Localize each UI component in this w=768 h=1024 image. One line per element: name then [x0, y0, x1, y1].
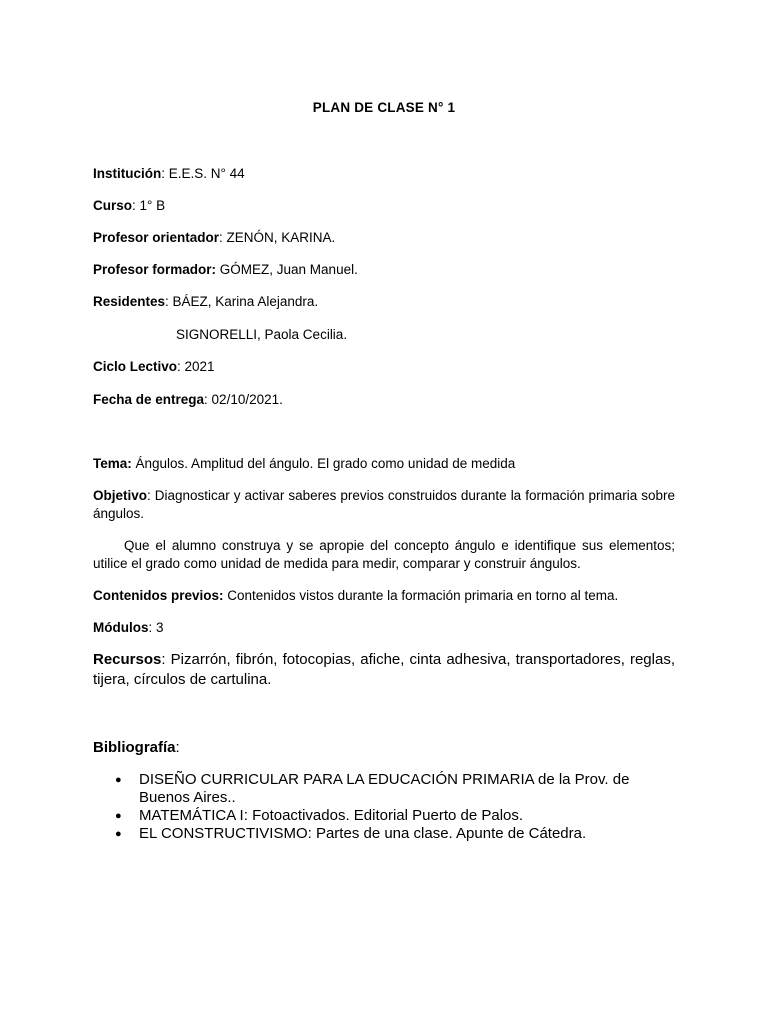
recursos-value: : Pizarrón, fibrón, fotocopias, afiche, cinta adhesiva, transportadores, reglas, tijera, círculos de cartulina.: [93, 651, 675, 688]
list-item: [93, 807, 675, 825]
contenidos-previos-value: Contenidos vistos durante la formación primaria en torno al tema.: [223, 588, 619, 603]
profesor-formador-label: Profesor formador:: [93, 262, 217, 277]
recursos-label: Recursos: [93, 651, 162, 668]
residentes-line: [93, 293, 675, 311]
bibliografia-item-3: EL CONSTRUCTIVISMO: Partes de una clase. Apunte de Cátedra.: [139, 825, 587, 842]
profesor-orientador-line: [93, 229, 675, 247]
fecha-entrega-line: [93, 391, 675, 409]
bullet-icon: ●: [115, 828, 122, 840]
list-item: [93, 771, 675, 807]
bibliografia-label: Bibliografía: [93, 739, 176, 756]
contenidos-previos-label: Contenidos previos:: [93, 588, 224, 603]
profesor-orientador-value: : ZENÓN, KARINA.: [219, 230, 336, 245]
ciclo-lectivo-value: : 2021: [177, 359, 215, 374]
profesor-formador-value: GÓMEZ, Juan Manuel.: [216, 262, 358, 277]
institucion-line: [93, 165, 675, 183]
profesor-orientador-label: Profesor orientador: [93, 230, 220, 245]
curso-label: Curso: [93, 198, 133, 213]
objetivo-label: Objetivo: [93, 488, 148, 503]
tema-value: Ángulos. Amplitud del ángulo. El grado como unidad de medida: [131, 456, 516, 471]
curso-line: [93, 197, 675, 215]
tema-line: [93, 455, 675, 473]
institucion-value: : E.E.S. N° 44: [161, 166, 245, 181]
profesor-formador-line: [93, 261, 675, 279]
list-item: [93, 825, 675, 843]
bullet-icon: ●: [115, 810, 122, 822]
fecha-entrega-value: : 02/10/2021.: [204, 392, 283, 407]
modulos-value: : 3: [148, 620, 164, 635]
recursos-paragraph: [93, 650, 675, 690]
tema-label: Tema:: [93, 456, 132, 471]
contenidos-previos-line: [93, 587, 675, 605]
document-title: PLAN DE CLASE N° 1: [312, 100, 456, 115]
residentes-label: Residentes: [93, 294, 166, 309]
objetivo-paragraph-2: [93, 537, 675, 572]
institucion-label: Institución: [93, 166, 162, 181]
curso-value: : 1° B: [132, 198, 166, 213]
bullet-icon: ●: [115, 774, 122, 786]
modulos-label: Módulos: [93, 620, 149, 635]
bibliografia-heading: [93, 738, 180, 758]
bibliografia-list: [93, 771, 675, 843]
objetivo-value-2: Que el alumno construya y se apropie del concepto ángulo e identifique sus elementos; utilice el grado como unidad de medida para medir, comparar y construir ángulos.: [93, 538, 675, 571]
ciclo-lectivo-label: Ciclo Lectivo: [93, 359, 178, 374]
ciclo-lectivo-line: [93, 358, 675, 376]
objetivo-paragraph: [93, 487, 675, 522]
fecha-entrega-label: Fecha de entrega: [93, 392, 205, 407]
bibliografia-item-1: DISEÑO CURRICULAR PARA LA EDUCACIÓN PRIMARIA de la Prov. de Buenos Aires..: [139, 771, 630, 806]
modulos-line: [93, 619, 675, 637]
residentes-value: : BÁEZ, Karina Alejandra.: [165, 294, 319, 309]
bibliografia-item-2: MATEMÁTICA I: Fotoactivados. Editorial Puerto de Palos.: [139, 807, 524, 824]
residentes-line-2: SIGNORELLI, Paola Cecilia.: [176, 327, 348, 342]
objetivo-value: : Diagnosticar y activar saberes previos construidos durante la formación primaria sobre ángulos.: [93, 488, 675, 521]
bibliografia-colon: :: [175, 739, 180, 756]
